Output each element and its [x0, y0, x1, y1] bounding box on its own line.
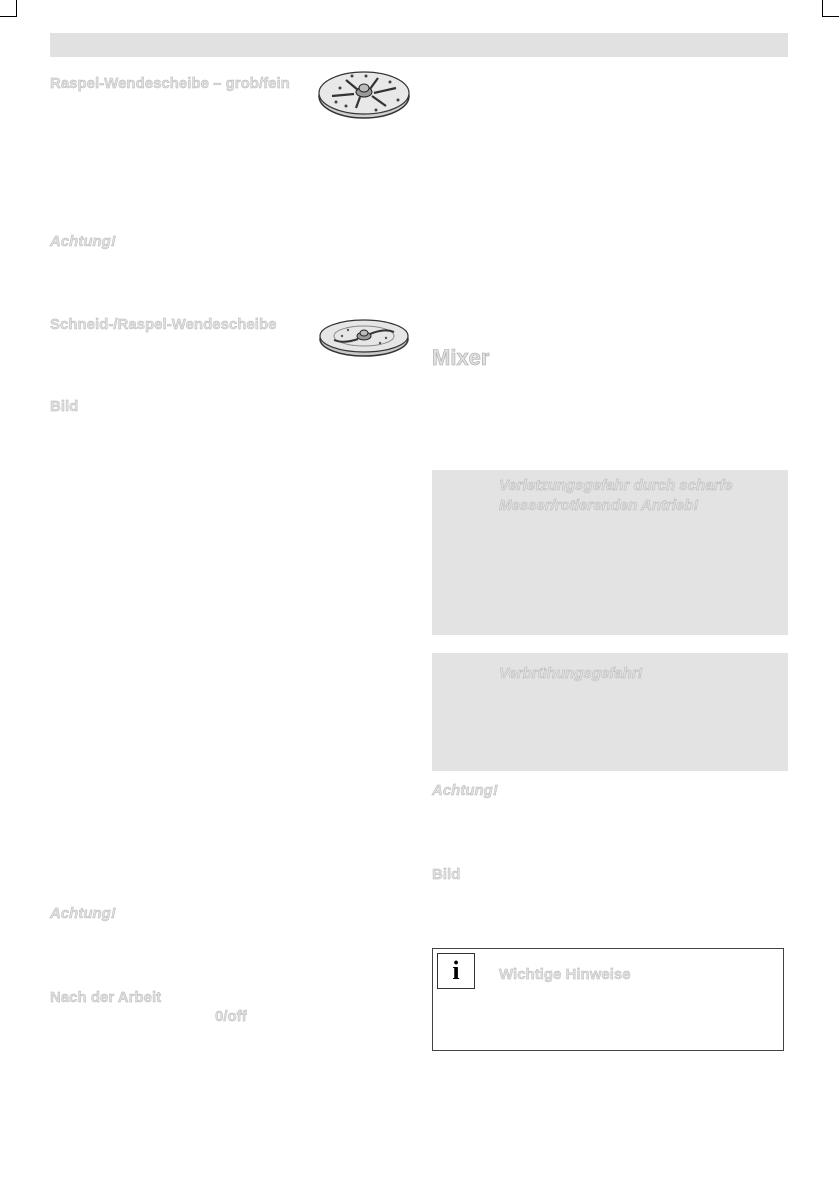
warning-injury-line2: Messer/rotierenden Antrieb! — [499, 497, 699, 514]
warning-box-injury — [432, 470, 788, 635]
after-work-title: Nach der Arbeit — [50, 989, 162, 1006]
crop-mark-top-left — [0, 0, 17, 17]
info-box — [432, 948, 784, 1051]
warning-injury-line1: Verletzungsgefahr durch scharfe — [499, 477, 733, 494]
slicing-disc-icon — [318, 318, 410, 358]
info-icon: i — [437, 953, 475, 989]
header-band — [50, 33, 788, 57]
bild-right: Bild — [432, 866, 461, 883]
info-title: Wichtige Hinweise — [499, 966, 631, 983]
switch-label: 0/off — [215, 1008, 247, 1025]
bild-left: Bild — [50, 398, 79, 415]
achtung-left-1: Achtung! — [50, 233, 116, 250]
achtung-left-2: Achtung! — [50, 905, 116, 922]
grater-disc-icon — [316, 66, 412, 122]
disc1-title: Raspel-Wendescheibe – grob/fein — [50, 75, 290, 92]
warning-scald: Verbrühungsgefahr! — [499, 665, 643, 682]
achtung-right: Achtung! — [432, 782, 498, 799]
crop-mark-top-right — [822, 0, 839, 17]
disc2-title: Schneid-/Raspel-Wendescheibe — [50, 316, 277, 333]
mixer-title: Mixer — [432, 345, 490, 370]
